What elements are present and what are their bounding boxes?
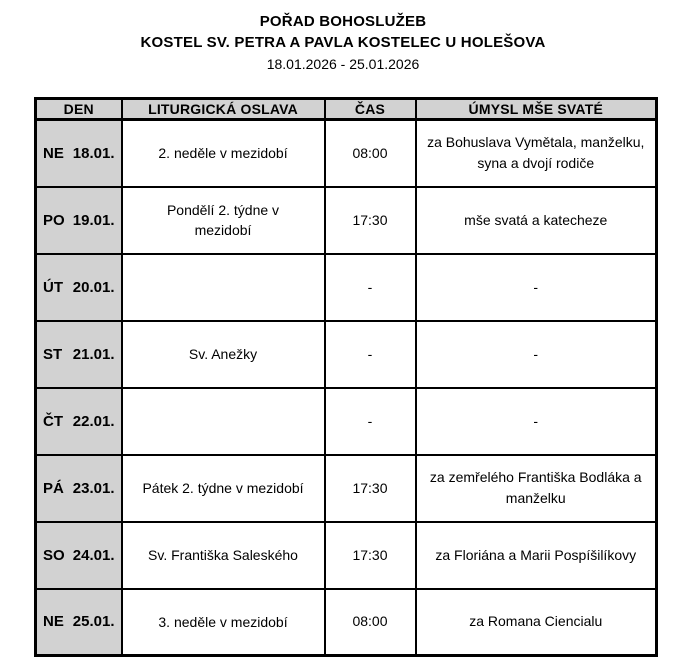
- intention-cell: -: [416, 388, 657, 455]
- day-date: 24.01.: [72, 546, 115, 564]
- intention-cell: -: [416, 254, 657, 321]
- day-cell: [36, 321, 122, 388]
- time-cell: 08:00: [325, 589, 416, 656]
- page-title: POŘAD BOHOSLUŽEB: [259, 13, 427, 30]
- time-cell: -: [325, 321, 416, 388]
- table-row: [36, 187, 657, 254]
- day-date: 19.01.: [72, 211, 115, 229]
- intention-cell: -: [416, 321, 657, 388]
- date-range: 18.01.2026 - 25.01.2026: [266, 56, 420, 72]
- table-row: [36, 455, 657, 522]
- time-cell: 17:30: [325, 187, 416, 254]
- time-cell: -: [325, 388, 416, 455]
- intention-cell: za Floriána a Marii Pospíšilíkovy: [416, 522, 657, 589]
- day-cell: [36, 388, 122, 455]
- intention-cell: mše svatá a katecheze: [416, 187, 657, 254]
- table-header: [36, 99, 657, 120]
- intention-cell: za Bohuslava Vymětala, manželku, syna a dvojí rodiče: [416, 120, 657, 187]
- intention-cell: za zemřelého Františka Bodláka a manželku: [416, 455, 657, 522]
- day-abbr: ÚT: [43, 278, 63, 296]
- day-abbr: NE: [43, 613, 64, 631]
- time-cell: 17:30: [325, 455, 416, 522]
- table-row: [36, 321, 657, 388]
- celebration-cell: [122, 254, 325, 321]
- day-date: 25.01.: [72, 613, 115, 631]
- day-abbr: SO: [43, 546, 65, 564]
- celebration-cell: 2. neděle v mezidobí: [122, 120, 325, 187]
- day-date: 22.01.: [72, 412, 115, 430]
- day-abbr: NE: [43, 144, 64, 162]
- table-row: [36, 522, 657, 589]
- table-row: [36, 254, 657, 321]
- table-row: [36, 120, 657, 187]
- day-abbr: ČT: [43, 412, 63, 430]
- page-subtitle: KOSTEL SV. PETRA A PAVLA KOSTELEC U HOLEŠOVA: [140, 34, 546, 51]
- day-cell: [36, 455, 122, 522]
- column-header-time: ČAS: [325, 99, 416, 120]
- day-cell: [36, 254, 122, 321]
- celebration-cell: [122, 388, 325, 455]
- schedule-table: [34, 97, 658, 657]
- time-cell: 17:30: [325, 522, 416, 589]
- day-date: 20.01.: [72, 278, 115, 296]
- day-cell: [36, 120, 122, 187]
- table-row: [36, 589, 657, 656]
- time-cell: 08:00: [325, 120, 416, 187]
- day-date: 23.01.: [72, 479, 115, 497]
- table-row: [36, 388, 657, 455]
- column-header-day: DEN: [36, 99, 122, 120]
- day-date: 21.01.: [72, 345, 115, 363]
- time-cell: -: [325, 254, 416, 321]
- celebration-cell: Pondělí 2. týdne v mezidobí: [122, 187, 325, 254]
- day-abbr: PÁ: [43, 479, 64, 497]
- day-cell: [36, 522, 122, 589]
- column-header-intention: ÚMYSL MŠE SVATÉ: [416, 99, 657, 120]
- day-abbr: ST: [43, 345, 63, 363]
- column-header-celebration: LITURGICKÁ OSLAVA: [122, 99, 325, 120]
- day-abbr: PO: [43, 211, 65, 229]
- day-date: 18.01.: [72, 144, 115, 162]
- intention-cell: za Romana Ciencialu: [416, 589, 657, 656]
- celebration-cell: 3. neděle v mezidobí: [122, 589, 325, 656]
- celebration-cell: Sv. Anežky: [122, 321, 325, 388]
- day-cell: [36, 589, 122, 656]
- page-header: [0, 0, 686, 75]
- celebration-cell: Sv. Františka Saleského: [122, 522, 325, 589]
- celebration-cell: Pátek 2. týdne v mezidobí: [122, 455, 325, 522]
- day-cell: [36, 187, 122, 254]
- header-row: [36, 99, 657, 120]
